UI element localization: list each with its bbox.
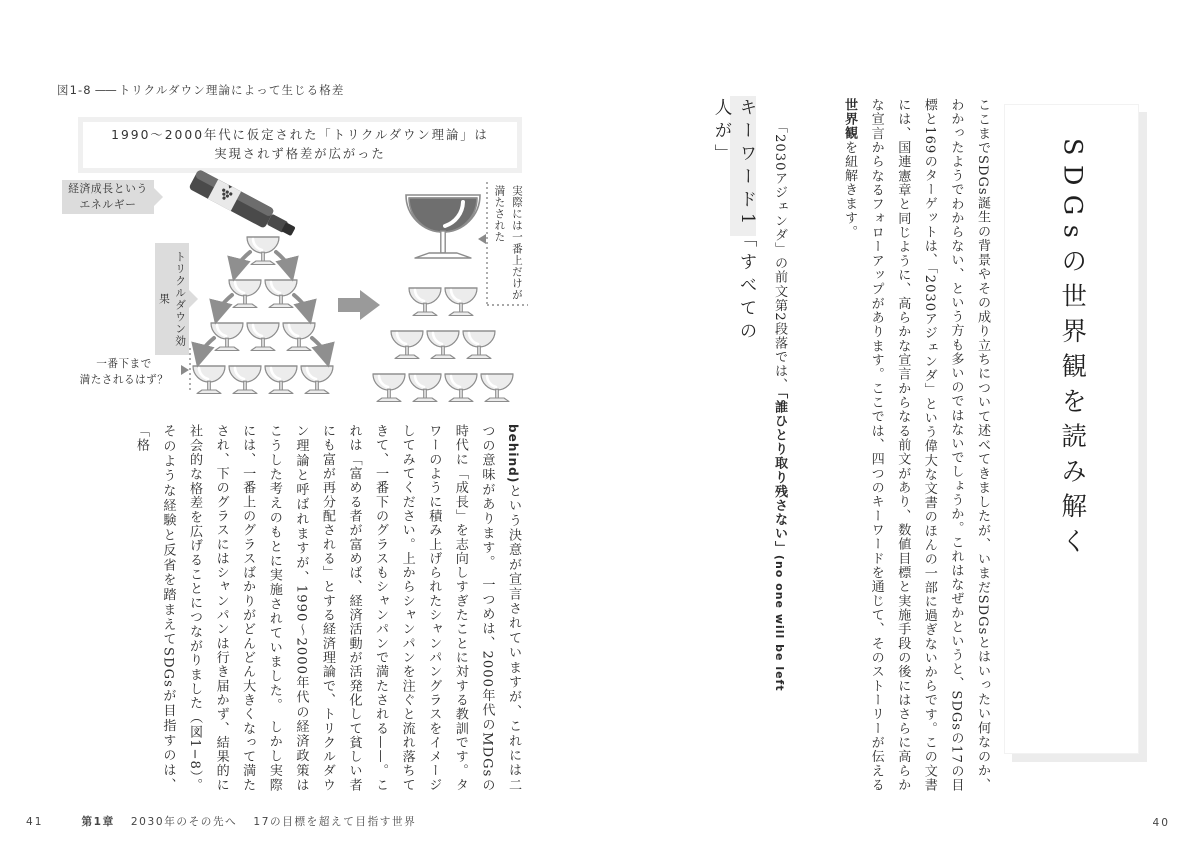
footer-left	[26, 814, 416, 829]
footer-chapter-title: 2030年のその先へ	[130, 816, 238, 828]
label-bottom-should-be-filled	[72, 356, 176, 389]
leader-arrow-top-label	[478, 234, 486, 244]
figure-title-line-2: 実現されず格差が広がった	[214, 147, 386, 161]
callout-trickle-down-effect: トリクルダウン効果	[155, 243, 189, 355]
keyword-lead-text	[765, 120, 792, 792]
left-body-text: という決意が宣言されていますが、これには二つの意味があります。 一つめは、2000年代のMDGsの時代に「成長」を志向しすぎたことに対する教訓です。タワーのように積み上げられたシャンパングラスをイメージしてみてください。上からシャンパンを注ぐと流れ落ちてきて、一番下のグラスもシャンパンで満たされる——。これは「富める者が富めば、経済活動が活発化して貧しい者にも富が再分配される」とする経済理論で、トリクルダウン理論と呼ばれますが、1990〜2000年代の経済政策はこうした考えのもとに実施されていました。 しかし実際には、一番上のグラスばかりがどんどん大きくなって満たされ、下のグラスにはシャンパンは行き届かず、結果的に社会的な格差を広げることにつながりました（図1−8）。そのような経験と反省を踏まえてSDGsが目指すのは、「格	[133, 424, 521, 792]
transition-arrow-icon	[338, 290, 380, 320]
right-tower-top-glass	[406, 195, 480, 258]
footer-page-number-left: 41	[26, 816, 44, 828]
footer-chapter-label: 第1章	[81, 816, 115, 828]
chapter-title-text: SDGsの世界観を読み解く	[1057, 138, 1088, 563]
label-bottom-line-1: 一番下まで	[96, 358, 152, 370]
figure-caption-dash: ——	[94, 83, 116, 97]
callout-energy-line-1: 経済成長という	[68, 181, 148, 195]
left-body-latin-word: behind)	[506, 424, 520, 484]
right-body-part-2: を紐解きます。	[842, 140, 858, 240]
figure-caption-number: 図1-8	[57, 83, 92, 97]
left-page-body-text	[52, 424, 526, 792]
right-page-body-text	[825, 98, 995, 792]
figure-stage	[0, 0, 640, 420]
footer-page-number-right: 40	[1152, 817, 1170, 829]
right-body-part-1: ここまでSDGs誕生の背景やその成り立ちについて述べてきましたが、いまだSDGsとはいったい何なのか、わかったようでわからない、という方も多いのではないでしょうか。これはなぜかというと、SDGsの17の目標と169のターゲットは、「2030アジェンダ」という偉大な文書のほんの一部に過ぎないからです。この文書には、国連憲章と同じように、高らかな宣言からなる前文があり、数値目標と実施手段の後にはさらに高らかな宣言からなるフォローアップがあります。ここでは、四つのキーワードを通じて、そのストーリーが伝える	[868, 98, 990, 792]
keyword-lead-part-1: 「2030アジェンダ」の前文第2段落では、	[772, 120, 787, 393]
figure-title-line-1: 1990〜2000年代に仮定された「トリクルダウン理論」は	[111, 127, 489, 142]
keyword-lead-bold: 「誰ひとり取り残さない」	[772, 392, 787, 555]
callout-economic-growth-energy	[62, 180, 154, 214]
label-bottom-line-2: 満たされるはず？	[79, 374, 169, 387]
chapter-title	[1004, 138, 1139, 698]
wine-bottle-icon	[188, 169, 298, 241]
callout-energy-line-2: エネルギー	[79, 198, 137, 211]
footer-chapter-subtitle: 17の目標を超えて目指す世界	[253, 816, 417, 828]
right-body-bold: 世界観	[842, 98, 858, 141]
figure-caption-text: トリクルダウン理論によって生じる格差	[118, 83, 345, 97]
leader-arrow-bottom-label	[181, 365, 189, 375]
keyword-lead-latin: (no one will be left	[773, 554, 786, 692]
label-only-top-filled: 実際には一番上だけが満たされた	[493, 185, 523, 301]
keyword-heading: キーワード1「すべての人が」	[712, 98, 757, 345]
